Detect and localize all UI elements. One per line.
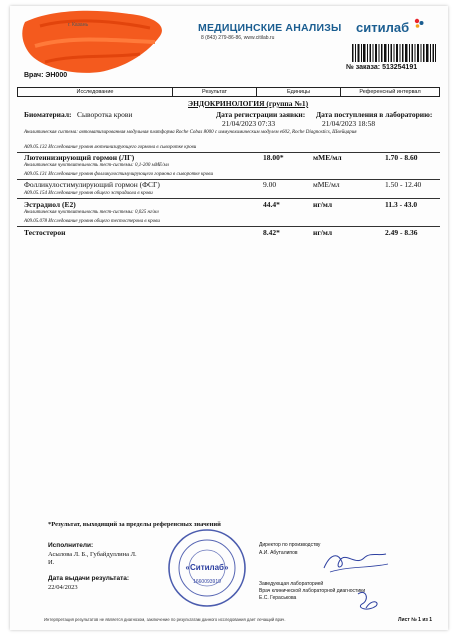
test-result: 18.00* <box>263 153 284 162</box>
page-number: Лист № 1 из 1 <box>398 617 433 623</box>
head-label: Заведующая лабораторией <box>259 581 324 587</box>
test-reference: 1.70 - 8.60 <box>385 153 418 162</box>
test-reference: 1.50 - 12.40 <box>385 180 422 189</box>
director-label: Директор по производству <box>259 542 321 548</box>
test-note: A09.05.132 Исследование уровня лютеинизирующего гормона в сыворотке крови <box>24 145 197 150</box>
brand-logo-icon <box>413 17 425 29</box>
test-name: Тестостерон <box>24 228 66 237</box>
out-of-range-footnote: *Результат, выходящий за пределы референсных значений <box>48 521 221 528</box>
col-reference: Референсный интервал <box>341 88 440 97</box>
registration-label: Дата регистрации заявки: <box>216 110 306 119</box>
test-sensitivity: Аналитическая чувствительность тест-системы: 0,1-200 мМЕ/мл <box>24 163 169 168</box>
received-value: 21/04/2023 18:58 <box>322 119 376 128</box>
test-note: A09.05.131 Исследование уровня фолликулостимулирующего гормона в сыворотке крови <box>24 172 213 177</box>
stamp-center-text: «Ситилаб» <box>185 563 229 572</box>
issue-date-label: Дата выдачи результата: <box>48 575 130 582</box>
results-table-header <box>17 87 440 97</box>
test-result: 44.4* <box>263 200 280 209</box>
section-title: ЭНДОКРИНОЛОГИЯ (группа №1) <box>188 99 309 108</box>
registration-value: 21/04/2023 07:33 <box>222 119 276 128</box>
header-address: г. Казань <box>68 22 89 28</box>
received-label: Дата поступления в лабораторию: <box>316 110 433 119</box>
head-name: Е.С. Гераськова <box>259 595 297 601</box>
col-research: Исследование <box>18 88 173 97</box>
executors-names-cont: И. <box>48 559 55 566</box>
biomaterial-label: Биоматериал: <box>24 110 72 119</box>
redaction-scribble <box>20 6 170 78</box>
test-note: A09.05.078 Исследование уровня общего тестостерона в крови <box>24 219 160 224</box>
row-divider <box>17 198 440 199</box>
row-divider <box>17 226 440 227</box>
test-reference: 2.49 - 8.36 <box>385 228 418 237</box>
test-name: Лютеинизирующий гормон (ЛГ) <box>24 153 135 162</box>
lab-stamp <box>166 527 248 609</box>
test-units: нг/мл <box>313 200 333 209</box>
order-number: № заказа: 513254191 <box>346 64 418 71</box>
col-units: Единицы <box>257 88 341 97</box>
barcode-image <box>352 44 436 62</box>
header-contacts: 8 (843) 279-86-86, www.citilab.ru <box>201 35 275 41</box>
director-signature <box>320 548 390 576</box>
test-sensitivity: Аналитическая чувствительность тест-системы: 0,025 нг/мл <box>24 210 159 215</box>
test-reference: 11.3 - 43.0 <box>385 200 418 209</box>
executors-names: Асылова Л. Б., Губайдуллина Л. <box>48 551 137 558</box>
biomaterial-value: Сыворотка крови <box>77 110 133 119</box>
stamp-code-text: 1660093919 <box>193 579 221 585</box>
lab-title: МЕДИЦИНСКИЕ АНАЛИЗЫ <box>198 22 342 34</box>
brand-logo-text: ситилаб <box>356 20 410 35</box>
bottom-disclaimer: Интерпретация результатов не является диагнозом, заключение по результатам данного исследования дает лечащий врач. <box>44 617 286 622</box>
head-position: Врач клинической лабораторной диагностики <box>259 588 366 594</box>
test-name: Фолликулостимулирующий гормон (ФСГ) <box>24 180 160 189</box>
test-name: Эстрадиол (Е2) <box>24 200 76 209</box>
analytical-system: Аналитическая система: автоматизированная модульная платформа Roche Cobas 8000 с иммунохимическим модулем e602, Roche Diagnostics, Швейцария <box>24 130 357 135</box>
test-units: мМЕ/мл <box>313 180 340 189</box>
test-result: 9.00 <box>263 180 277 189</box>
executors-label: Исполнители: <box>48 542 94 549</box>
test-units: нг/мл <box>313 228 333 237</box>
test-note: A09.05.154 Исследование уровня общего эстрадиола в крови <box>24 191 153 196</box>
test-result: 8.42* <box>263 228 280 237</box>
doctor-field: Врач: ЭH000 <box>24 72 68 79</box>
test-units: мМЕ/мл <box>313 153 342 162</box>
col-result: Результат <box>173 88 257 97</box>
issue-date-value: 22/04/2023 <box>48 584 78 591</box>
head-signature <box>352 586 382 616</box>
director-name: А.И. Абуталипов <box>259 550 298 556</box>
